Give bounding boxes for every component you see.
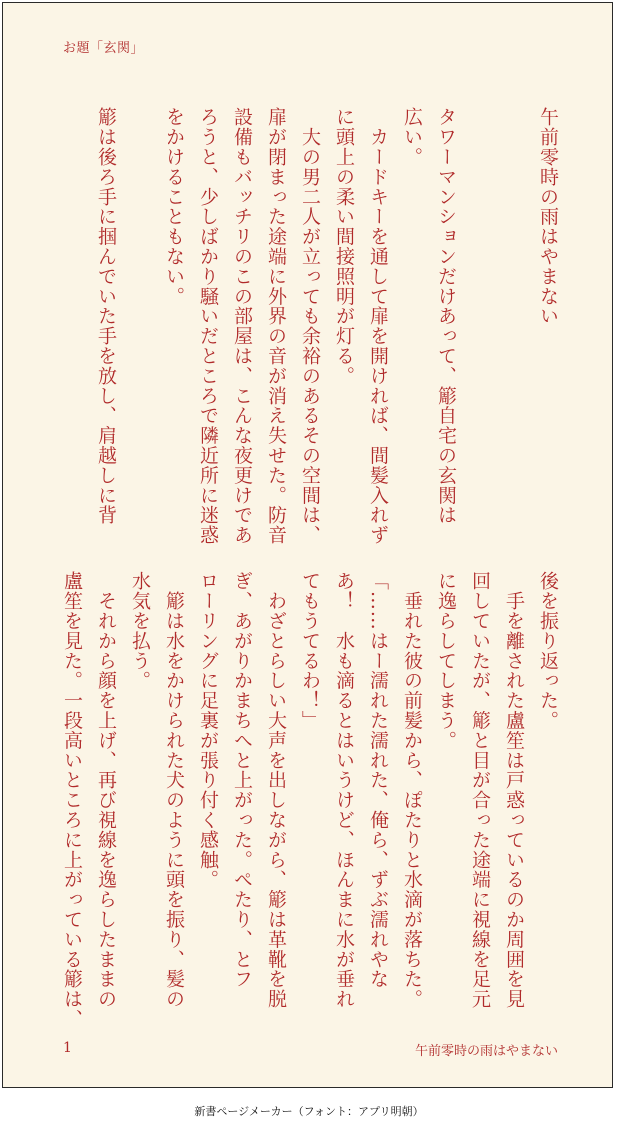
book-page — [2, 2, 613, 1088]
body-text-bottom-tier: 後を振り返った。 手を離された盧笙は戸惑っているのか周囲を見 回していたが、簓と目が合った途端に視線を足元 に逸らしてしまう。 垂れた彼の前髪から、ぽたりと水滴が落ちた。 「……はー濡れた濡れた、俺ら、ずぶ濡れやな あ！ 水も滴るとはいうけど、ほんまに水が垂れ てもうてるわ！」 わざとらしい大声を出しながら、簓は革靴を脱 ぎ、あがりかまちへと上がった。ぺたり、とフ ローリングに足裏が張り付く感触。 簓は水をかけられた犬のように頭を振り、髪の 水気を払う。 それから顔を上げ、再び視線を逸らしたままの 盧笙を見た。一段高いところに上がっている簓は、 — [61, 571, 559, 1029]
page-number: 1 — [63, 1040, 72, 1056]
running-title: 午前零時の雨はやまない — [414, 1044, 558, 1059]
prompt-header: お題「玄関」 — [63, 41, 145, 56]
body-text-top-tier: 午前零時の雨はやまない タワーマンションだけあって、簓自宅の玄関は 広い。 カードキーを通して扉を開ければ、間髪入れず に頭上の柔い間接照明が灯る。 大の男二人が立っても余裕のあるその空間は、 扉が閉まった途端に外界の音が消え失せた。防音 設備もバッチリのこの部屋は、こんな夜更けであ ろうと、少しばかり騒いだところで隣近所に迷惑 をかけることもない。 簓は後ろ手に掴んでいた手を放し、肩越しに背 — [95, 107, 559, 545]
footer-credit: 新書ページメーカー（フォント：アプリ明朝） — [194, 1105, 424, 1118]
